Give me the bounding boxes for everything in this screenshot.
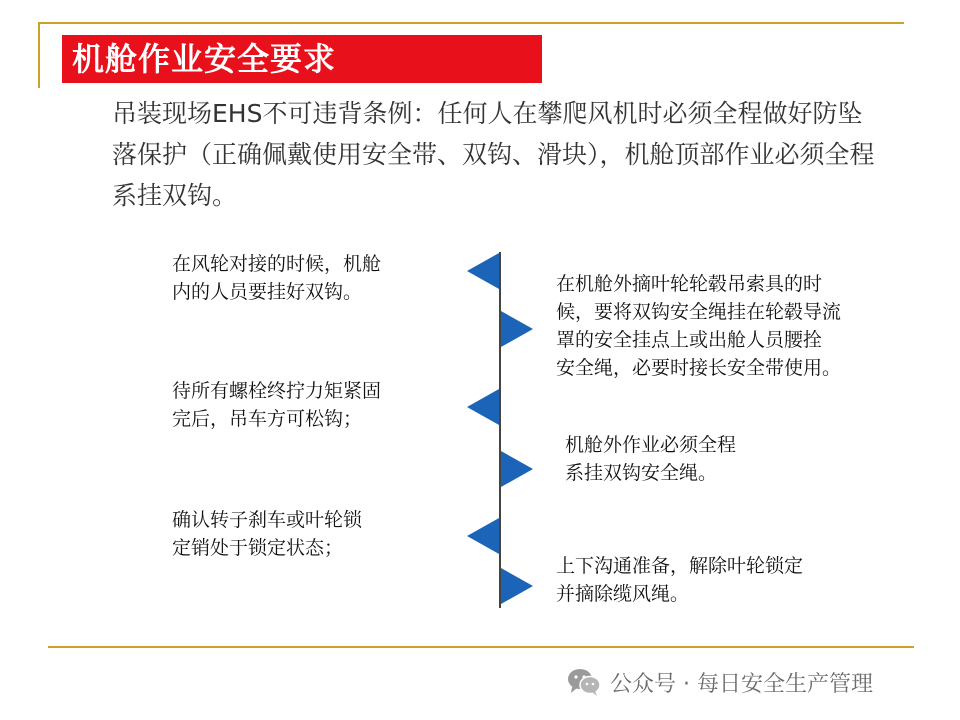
left-divider [38, 22, 40, 88]
watermark [566, 665, 873, 699]
timeline-marker-left-1 [467, 253, 499, 289]
timeline-marker-left-3 [467, 518, 499, 554]
watermark-text: 公众号 · 每日安全生产管理 [610, 671, 873, 697]
timeline-marker-right-3 [501, 568, 533, 604]
timeline-marker-right-1 [501, 311, 533, 347]
timeline-item-right-3: 上下沟通准备，解除叶轮锁定 并摘除缆风绳。 [556, 555, 804, 605]
timeline-item-right-2: 机舱外作业必须全程 系挂双钩安全绳。 [565, 434, 737, 484]
top-divider [38, 22, 904, 24]
timeline-item-left-2: 待所有螺栓终拧力矩紧固 完后，吊车方可松钩； [172, 380, 382, 430]
timeline-item-left-3: 确认转子刹车或叶轮锁 定销处于锁定状态； [172, 509, 363, 559]
page-title: 机舱作业安全要求 [72, 40, 337, 78]
intro-paragraph: 吊装现场EHS不可违背条例：任何人在攀爬风机时必须全程做好防坠落保护（正确佩戴使用安全带、双钩、滑块），机舱顶部作业必须全程系挂双钩。 [112, 99, 875, 210]
timeline-item-left-1: 在风轮对接的时候，机舱 内的人员要挂好双钩。 [172, 253, 382, 303]
wechat-icon [566, 667, 602, 697]
bottom-divider [48, 646, 914, 648]
timeline-marker-left-2 [467, 389, 499, 425]
timeline-axis [499, 252, 501, 608]
timeline-marker-right-2 [501, 451, 533, 487]
timeline-item-right-1: 在机舱外摘叶轮轮毂吊索具的时 候，要将双钩安全绳挂在轮毂导流 罩的安全挂点上或出舱人员腰拴 安全绳，必要时接长安全带使用。 [556, 273, 842, 379]
